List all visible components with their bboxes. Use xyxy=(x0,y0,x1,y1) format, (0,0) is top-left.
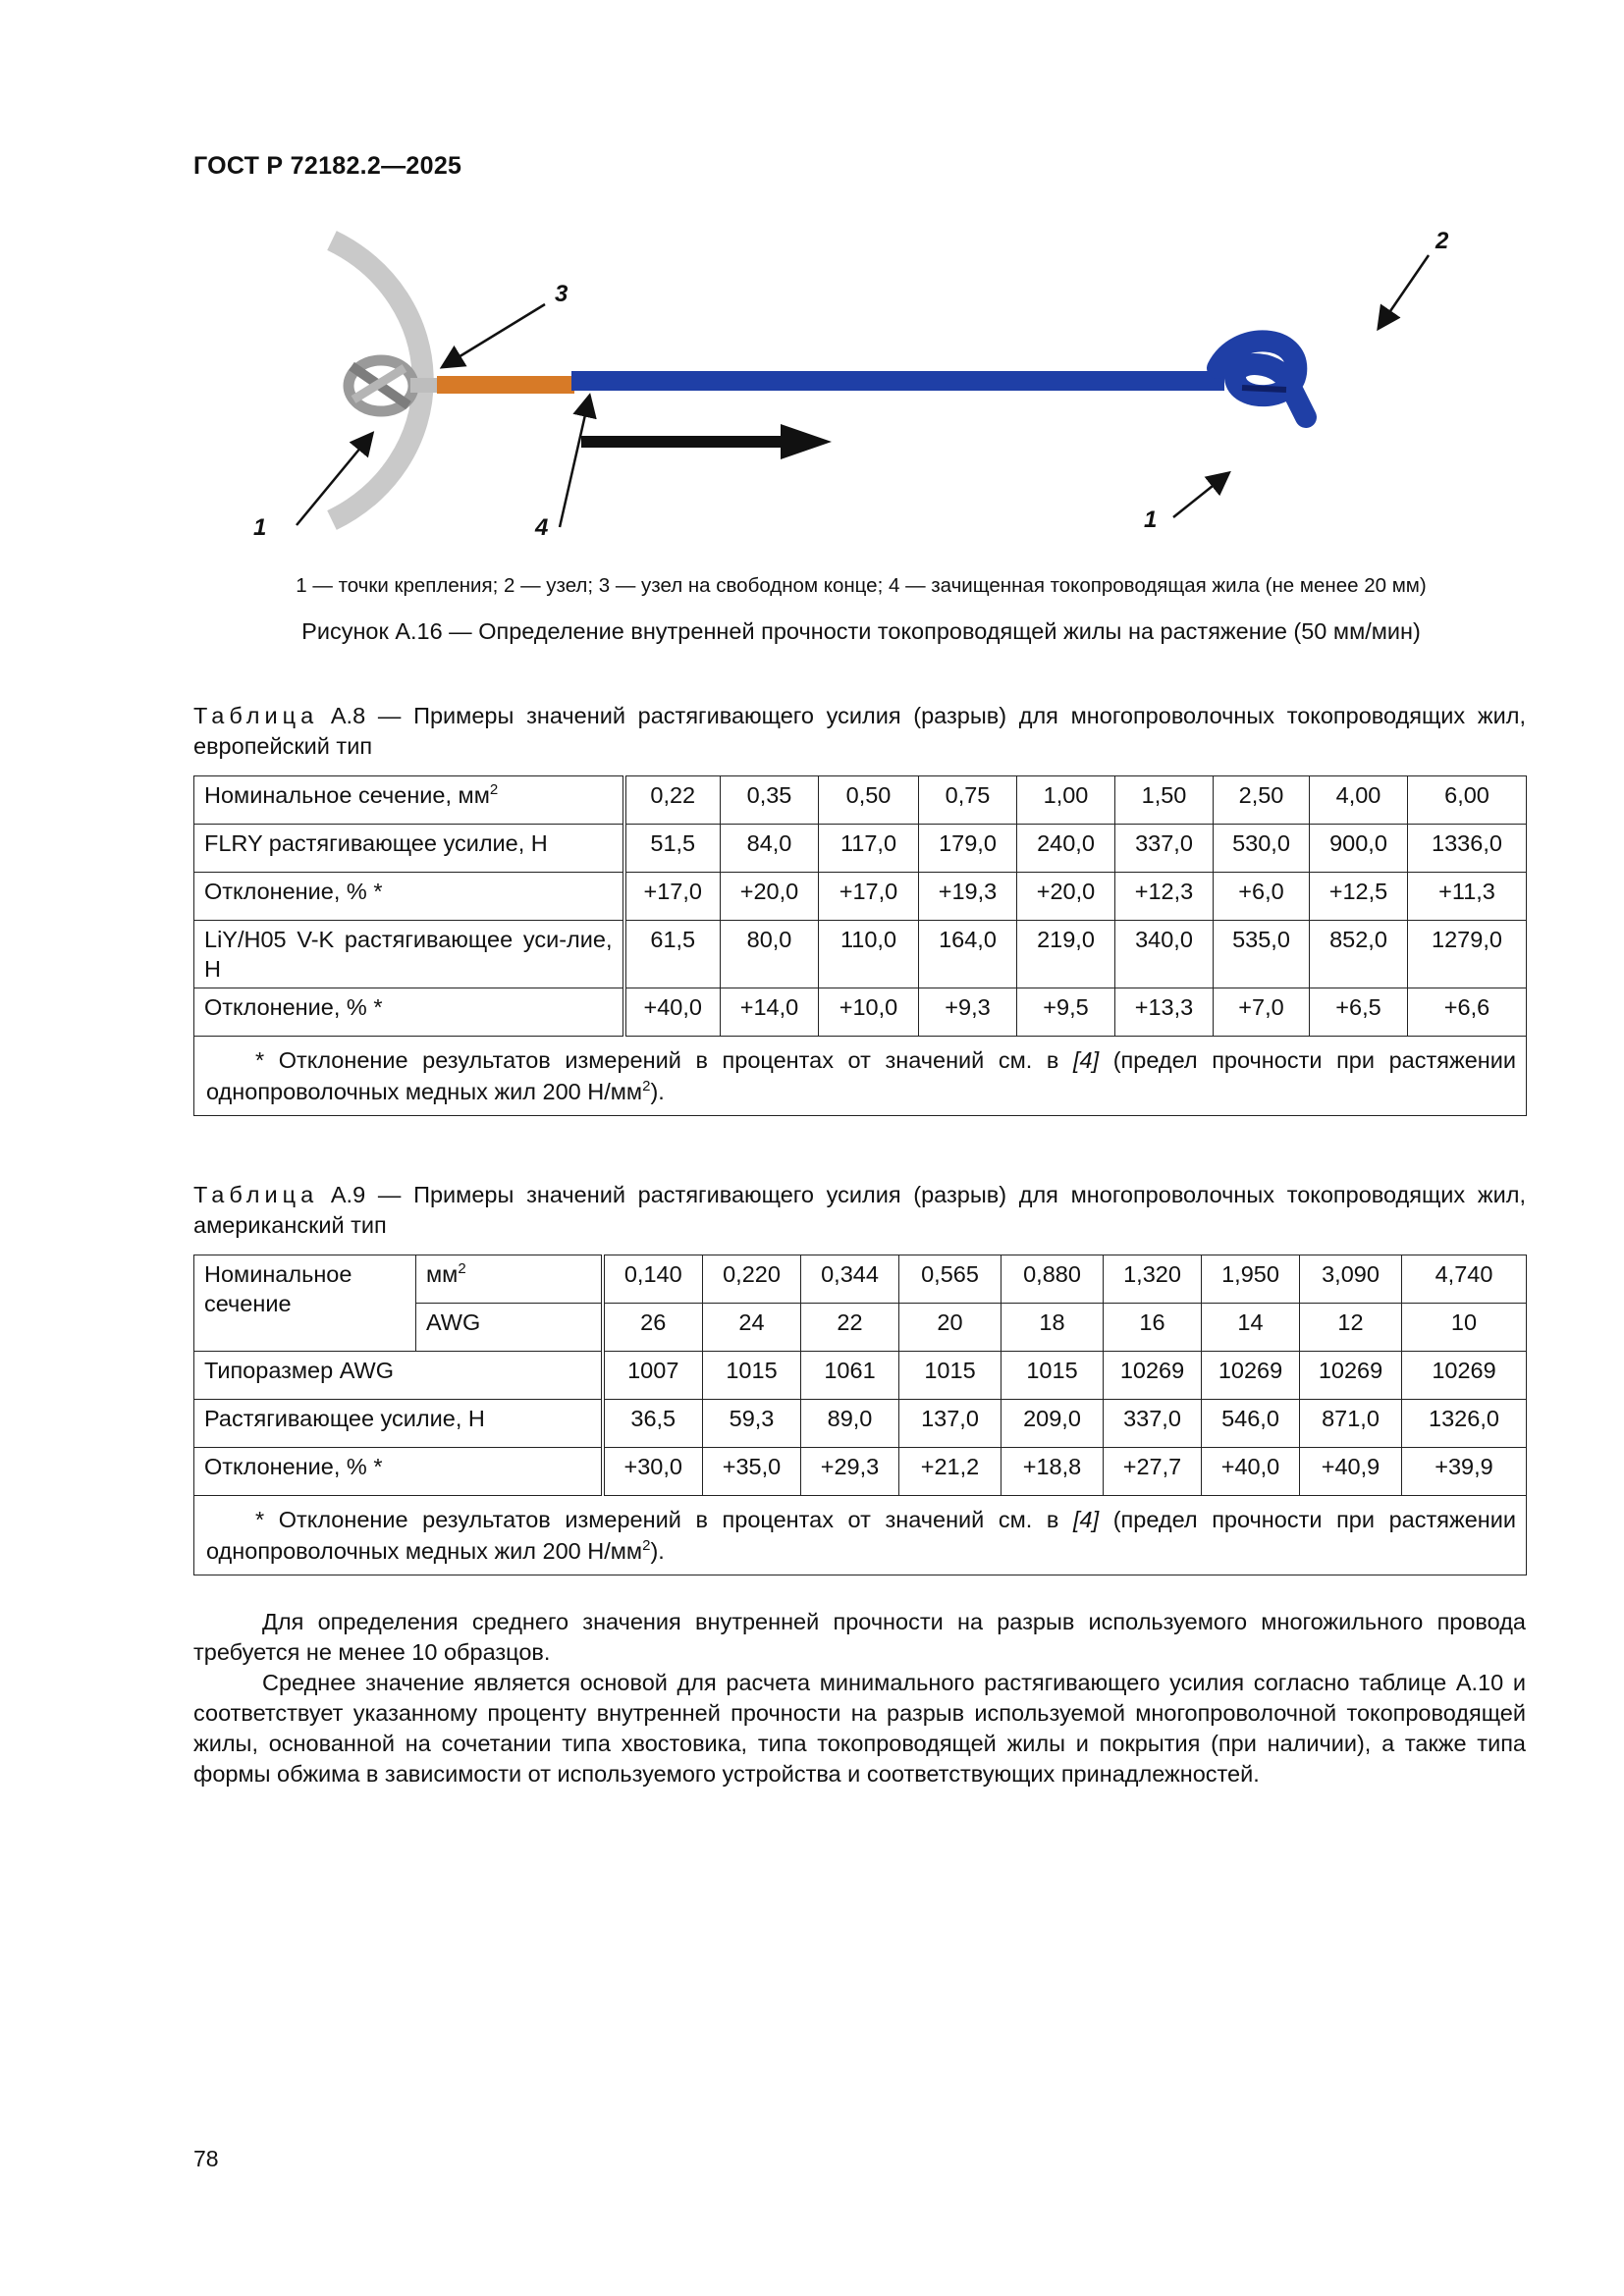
table-a9-cell: 89,0 xyxy=(801,1400,899,1448)
table-a9-group-label: Номинальное сечение xyxy=(194,1255,416,1352)
table-a8-header-label: Номинальное сечение, $мм^2$ xyxy=(194,776,624,825)
table-a8-cell: +19,3 xyxy=(919,873,1017,921)
table-a8-cell: 240,0 xyxy=(1017,825,1115,873)
table-a9-row-awg-size xyxy=(194,1352,1527,1400)
table-a9-cell: +27,7 xyxy=(1104,1448,1202,1496)
table-a9-cell: 36,5 xyxy=(603,1400,703,1448)
table-a8-cell: +20,0 xyxy=(1017,873,1115,921)
page-number: 78 xyxy=(193,2146,219,2171)
table-a8-cell: 1279,0 xyxy=(1408,921,1527,988)
table-a8-note-row xyxy=(194,1037,1527,1116)
table-a9-cell: 1326,0 xyxy=(1402,1400,1527,1448)
table-a8-cell: +17,0 xyxy=(819,873,919,921)
table-a8-cell: 51,5 xyxy=(624,825,721,873)
table-a9-title-prefix: Таблица xyxy=(193,1182,319,1207)
table-a9-title xyxy=(193,1180,1526,1241)
table-a8-cell: +6,6 xyxy=(1408,988,1527,1037)
table-a8-row-label: FLRY растягивающее усилие, Н xyxy=(194,825,624,873)
table-a8-row-flry-deviation xyxy=(194,873,1527,921)
table-a9-cell: 1007 xyxy=(603,1352,703,1400)
table-a9-cell: 1015 xyxy=(1001,1352,1104,1400)
table-a9-cell: 4,740 xyxy=(1402,1255,1527,1304)
table-a9-row-label: Отклонение, % * xyxy=(194,1448,603,1496)
table-a9-cell: +21,2 xyxy=(899,1448,1001,1496)
table-a8-cell: 61,5 xyxy=(624,921,721,988)
table-a8 xyxy=(193,775,1527,1116)
table-a9-cell: 1015 xyxy=(899,1352,1001,1400)
table-a9-footnote: * Отклонение результатов измерений в процентах от значений см. в [4] (предел прочности при растяжении однопроволочных медных жил 200 $Н/мм^2$). xyxy=(194,1496,1527,1575)
table-a9-cell: 10269 xyxy=(1104,1352,1202,1400)
table-a8-section: 2,50 xyxy=(1214,776,1310,825)
table-a8-row-label: Отклонение, % * xyxy=(194,873,624,921)
table-a9-cell: 0,140 xyxy=(603,1255,703,1304)
table-a9-cell: +30,0 xyxy=(603,1448,703,1496)
table-a9-cell: +35,0 xyxy=(703,1448,801,1496)
table-a8-row-liy-force xyxy=(194,921,1527,988)
callout-1-right: 1 xyxy=(1144,507,1158,533)
table-a9-cell: 0,880 xyxy=(1001,1255,1104,1304)
table-a9-cell: 3,090 xyxy=(1300,1255,1402,1304)
table-a8-cell: +9,5 xyxy=(1017,988,1115,1037)
body-paragraph: Среднее значение является основой для расчета минимального растягивающего усилия согласно таблице А.10 и соответствует указанному проценту внутренней прочности на разрыв используемой многопроволочной токопроводящей жилы, основанной на сочетании типа хвостовика, типа токопроводящей жилы и покрытия (при наличии), а также типа формы обжима в зависимости от используемого устройства и соответствующих принадлежностей. xyxy=(193,1670,1526,1787)
table-a9-cell: +29,3 xyxy=(801,1448,899,1496)
table-a9-cell: 10 xyxy=(1402,1304,1527,1352)
table-a8-cell: 340,0 xyxy=(1115,921,1214,988)
table-a8-footnote: * Отклонение результатов измерений в процентах от значений см. в [4] (предел прочности при растяжении однопроволочных медных жил 200 $Н/мм^2$). xyxy=(194,1037,1527,1116)
table-a8-cell: 164,0 xyxy=(919,921,1017,988)
table-a9-title-text: А.9 — Примеры значений растягивающего усилия (разрыв) для многопроволочных токопроводящих жил, американский тип xyxy=(193,1182,1526,1238)
figure-legend: 1 — точки крепления; 2 — узел; 3 — узел на свободном конце; 4 — зачищенная токопроводящая жила (не менее 20 мм) xyxy=(296,574,1427,597)
table-a9-row-deviation xyxy=(194,1448,1527,1496)
body-paragraph: Для определения среднего значения внутренней прочности на разрыв используемого многожильного провода требуется не менее 10 образцов. xyxy=(193,1609,1526,1665)
table-a8-title-text: А.8 — Примеры значений растягивающего усилия (разрыв) для многопроволочных токопроводящих жил, европейский тип xyxy=(193,703,1526,759)
table-a9-cell: 137,0 xyxy=(899,1400,1001,1448)
table-a8-header-row xyxy=(194,776,1527,825)
table-a8-cell: +10,0 xyxy=(819,988,919,1037)
table-a9-cell: 871,0 xyxy=(1300,1400,1402,1448)
table-a9-cell: 22 xyxy=(801,1304,899,1352)
table-a9-cell: 10269 xyxy=(1402,1352,1527,1400)
table-a8-cell: +17,0 xyxy=(624,873,721,921)
table-a9-cell: 24 xyxy=(703,1304,801,1352)
table-a8-cell: +14,0 xyxy=(721,988,819,1037)
table-a9-cell: 0,220 xyxy=(703,1255,801,1304)
table-a9-note-row xyxy=(194,1496,1527,1575)
callout-4: 4 xyxy=(535,514,549,541)
tensile-test-diagram xyxy=(226,221,1502,555)
table-a9-cell: 10269 xyxy=(1202,1352,1300,1400)
table-a8-row-label: Отклонение, % * xyxy=(194,988,624,1037)
table-a8-cell: 337,0 xyxy=(1115,825,1214,873)
table-a9-cell: 59,3 xyxy=(703,1400,801,1448)
table-a8-cell: 219,0 xyxy=(1017,921,1115,988)
table-a9-cell: 1015 xyxy=(703,1352,801,1400)
table-a9-cell: 1,320 xyxy=(1104,1255,1202,1304)
table-a8-section: 0,35 xyxy=(721,776,819,825)
table-a8-cell: +12,3 xyxy=(1115,873,1214,921)
table-a9-cell: 546,0 xyxy=(1202,1400,1300,1448)
table-a8-section: 1,50 xyxy=(1115,776,1214,825)
wire-knot xyxy=(1218,341,1306,417)
callout-1-left: 1 xyxy=(253,514,267,541)
table-a9-cell: +40,9 xyxy=(1300,1448,1402,1496)
table-a8-title-prefix: Таблица xyxy=(193,703,319,728)
callout-2: 2 xyxy=(1435,228,1449,254)
table-a9-unit-awg: AWG xyxy=(416,1304,603,1352)
table-a8-cell: +6,5 xyxy=(1310,988,1408,1037)
table-a9-cell: 0,565 xyxy=(899,1255,1001,1304)
table-a8-row-label: LiY/H05 V-K растягивающее уси-лие, Н xyxy=(194,921,624,988)
table-a8-cell: 535,0 xyxy=(1214,921,1310,988)
table-a9-cell: +39,9 xyxy=(1402,1448,1527,1496)
table-a9-cell: 1,950 xyxy=(1202,1255,1300,1304)
table-a9-row-mm2 xyxy=(194,1255,1527,1304)
document-header: ГОСТ Р 72182.2—2025 xyxy=(193,152,462,180)
table-a9-cell: 26 xyxy=(603,1304,703,1352)
table-a8-cell: +12,5 xyxy=(1310,873,1408,921)
callout-3: 3 xyxy=(555,281,568,307)
table-a8-title xyxy=(193,701,1526,762)
table-a9-cell: 18 xyxy=(1001,1304,1104,1352)
table-a9-cell: 20 xyxy=(899,1304,1001,1352)
table-a9-row-label: Растягивающее усилие, Н xyxy=(194,1400,603,1448)
table-a9 xyxy=(193,1255,1527,1575)
table-a8-row-liy-deviation xyxy=(194,988,1527,1037)
table-a9-cell: +18,8 xyxy=(1001,1448,1104,1496)
table-a8-cell: 84,0 xyxy=(721,825,819,873)
figure-a16 xyxy=(226,221,1502,555)
table-a9-cell: 0,344 xyxy=(801,1255,899,1304)
table-a9-cell: 209,0 xyxy=(1001,1400,1104,1448)
table-a9-cell: 14 xyxy=(1202,1304,1300,1352)
table-a8-cell: 852,0 xyxy=(1310,921,1408,988)
table-a8-cell: +9,3 xyxy=(919,988,1017,1037)
table-a8-row-flry-force xyxy=(194,825,1527,873)
pull-direction-arrow xyxy=(581,424,832,459)
table-a8-cell: +11,3 xyxy=(1408,873,1527,921)
table-a8-section: 0,75 xyxy=(919,776,1017,825)
stripped-core xyxy=(437,376,574,394)
table-a8-cell: 179,0 xyxy=(919,825,1017,873)
table-a8-cell: 117,0 xyxy=(819,825,919,873)
table-a9-cell: 337,0 xyxy=(1104,1400,1202,1448)
table-a8-section: 1,00 xyxy=(1017,776,1115,825)
table-a9-row-label: Типоразмер AWG xyxy=(194,1352,603,1400)
table-a8-section: 6,00 xyxy=(1408,776,1527,825)
table-a8-cell: +13,3 xyxy=(1115,988,1214,1037)
table-a8-cell: 110,0 xyxy=(819,921,919,988)
table-a9-row-force xyxy=(194,1400,1527,1448)
table-a8-cell: 530,0 xyxy=(1214,825,1310,873)
table-a9-cell: 10269 xyxy=(1300,1352,1402,1400)
table-a8-cell: 1336,0 xyxy=(1408,825,1527,873)
table-a9-cell: 16 xyxy=(1104,1304,1202,1352)
table-a9-cell: 1061 xyxy=(801,1352,899,1400)
table-a9-unit-mm2: $мм^2$ xyxy=(416,1255,603,1304)
table-a8-cell: +7,0 xyxy=(1214,988,1310,1037)
figure-caption: Рисунок А.16 — Определение внутренней прочности токопроводящей жилы на растяжение (50 мм/мин) xyxy=(301,618,1421,644)
table-a8-cell: 900,0 xyxy=(1310,825,1408,873)
table-a8-cell: 80,0 xyxy=(721,921,819,988)
table-a8-section: 0,50 xyxy=(819,776,919,825)
table-a9-cell: 12 xyxy=(1300,1304,1402,1352)
table-a8-section: 4,00 xyxy=(1310,776,1408,825)
table-a8-cell: +20,0 xyxy=(721,873,819,921)
table-a9-cell: +40,0 xyxy=(1202,1448,1300,1496)
table-a8-section: 0,22 xyxy=(624,776,721,825)
insulated-wire xyxy=(571,371,1224,391)
table-a8-cell: +6,0 xyxy=(1214,873,1310,921)
table-a8-cell: +40,0 xyxy=(624,988,721,1037)
